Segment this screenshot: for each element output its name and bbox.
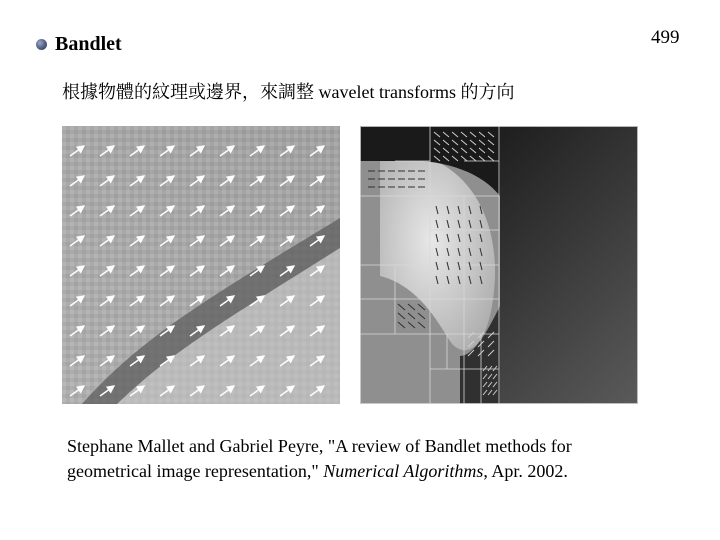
subtitle: 根據物體的紋理或邊界，來調整 wavelet transforms 的方向 xyxy=(62,82,515,102)
citation-authors-title: geometrical image representation," xyxy=(67,461,324,481)
quadtree-bandlet-figure xyxy=(360,126,638,404)
texture-flow-image xyxy=(62,126,340,404)
bullet-icon xyxy=(36,39,47,50)
quadtree-image xyxy=(360,126,638,404)
texture-flow-figure xyxy=(62,126,340,404)
heading-text: Bandlet xyxy=(55,33,122,55)
citation xyxy=(67,434,687,484)
section-heading xyxy=(36,33,122,56)
citation-line-2 xyxy=(67,459,687,484)
citation-date: , Apr. 2002. xyxy=(483,461,568,481)
citation-journal: Numerical Algorithms xyxy=(323,461,484,481)
page-number: 499 xyxy=(651,27,680,48)
citation-line-1: Stephane Mallet and Gabriel Peyre, "A review of Bandlet methods for xyxy=(67,436,572,456)
